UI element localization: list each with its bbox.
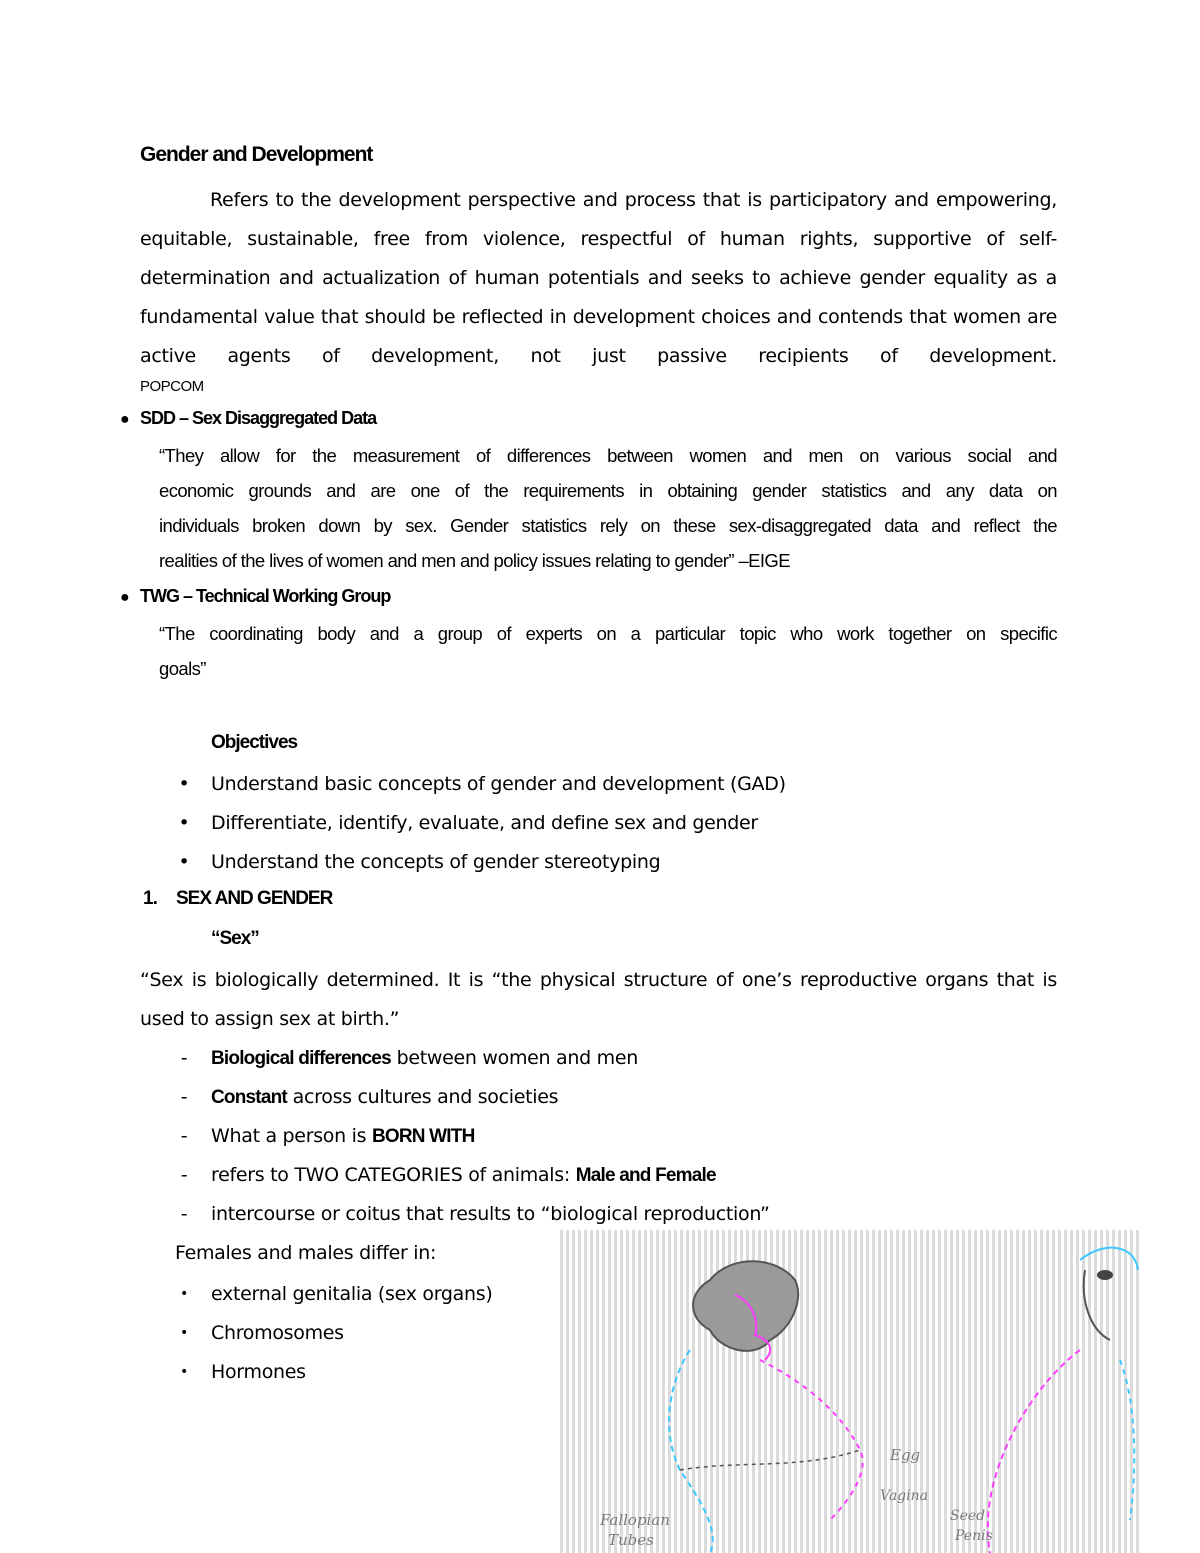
list-item-text: external genitalia (sex organs) — [211, 1283, 493, 1305]
striped-background — [560, 1230, 1140, 1553]
term-twg — [120, 586, 390, 607]
list-item — [180, 1319, 492, 1358]
list-item — [178, 809, 786, 848]
bullet-icon: • — [180, 1325, 188, 1341]
sex-definition — [140, 961, 1057, 1039]
section-title — [143, 888, 332, 910]
bullet-icon: • — [178, 851, 190, 873]
dash-icon: - — [180, 1086, 188, 1108]
section-subtitle: “Sex” — [211, 928, 259, 949]
dash-icon: - — [180, 1125, 188, 1147]
twg-definition — [159, 616, 1057, 686]
list-item — [180, 1083, 770, 1122]
emphasis: Male and Female — [575, 1165, 716, 1186]
term-twg-label: TWG – Technical Working Group — [140, 586, 391, 606]
list-item — [178, 770, 786, 809]
list-item-text: intercourse or coitus that results to “biological reproduction” — [211, 1203, 770, 1225]
list-item — [180, 1358, 492, 1397]
sdd-line: economic grounds and are one of the requirements in obtaining gender statistics and any data on — [159, 480, 1057, 501]
list-item-text: Chromosomes — [211, 1322, 344, 1344]
sdd-line: realities of the lives of women and men and policy issues relating to gender” –EIGE — [159, 550, 790, 571]
emphasis: Constant — [211, 1087, 287, 1108]
intro-line: of self-determination and actualization of human potentials and seeks to achieve gender — [140, 228, 1058, 289]
term-sdd-label: SDD – Sex Disaggregated Data — [140, 408, 377, 428]
sex-def-line: used to assign sex at birth.” — [140, 1008, 400, 1030]
sdd-line: “They allow for the measurement of differences between women and men on various social and — [159, 445, 1057, 466]
intro-paragraph — [140, 181, 1057, 376]
emphasis: BORN WITH — [371, 1126, 475, 1147]
list-item-text: Differentiate, identify, evaluate, and define sex and gender — [211, 812, 758, 834]
intro-line: equality as a fundamental value that should be reflected in development choices and contends — [140, 267, 1057, 328]
intro-source: POPCOM — [140, 378, 204, 395]
differ-intro: Females and males differ in: — [175, 1242, 437, 1264]
dash-icon: - — [180, 1203, 188, 1225]
sex-def-line: “Sex is biologically determined. It is “the physical structure of one’s reproductive organs that is — [140, 969, 1057, 991]
bullet-icon: • — [180, 1364, 188, 1380]
dash-icon: - — [180, 1164, 188, 1186]
list-item-text: between women and men — [390, 1047, 638, 1069]
section-title-text: SEX AND GENDER — [176, 888, 333, 909]
bullet-icon: ● — [120, 589, 129, 606]
list-item — [180, 1122, 770, 1161]
list-item-text: Hormones — [211, 1361, 306, 1383]
dash-icon: - — [180, 1047, 188, 1069]
twg-line: “The coordinating body and a group of experts on a particular topic who work together on specific — [159, 623, 1057, 644]
label-egg: Egg — [890, 1446, 921, 1464]
illustration-man-woman — [560, 1200, 1140, 1553]
label-penis: Penis — [955, 1528, 993, 1544]
sdd-definition — [159, 438, 1057, 578]
list-item-text: refers to TWO CATEGORIES of animals: — [211, 1164, 576, 1186]
list-item — [180, 1044, 770, 1083]
twg-line: goals” — [159, 658, 206, 679]
bullet-icon: ● — [120, 411, 129, 428]
list-item — [180, 1280, 493, 1319]
list-item-text: across cultures and societies — [286, 1086, 559, 1108]
list-item-text: Understand basic concepts of gender and development (GAD) — [211, 773, 786, 795]
term-sdd — [120, 408, 376, 429]
document-title: Gender and Development — [140, 143, 373, 166]
label-vagina: Vagina — [880, 1488, 928, 1504]
objectives-list — [178, 770, 786, 887]
bullet-icon: • — [178, 773, 190, 795]
intro-line: empowering, equitable, sustainable, free from violence, respectful of human rights, supportive — [140, 189, 1057, 250]
label-seed: Seed — [950, 1508, 986, 1524]
intro-line: that women are active agents of development, not just passive recipients of development. — [140, 306, 1057, 367]
list-item — [180, 1161, 770, 1200]
intro-line: Refers to the development perspective and process that is participatory and — [210, 189, 929, 211]
bullet-icon: • — [180, 1286, 188, 1302]
emphasis: Biological differences — [211, 1048, 391, 1069]
label-tubes: Tubes — [608, 1531, 654, 1549]
label-fallopian: Fallopian — [600, 1511, 670, 1529]
list-item — [178, 848, 786, 887]
objectives-heading: Objectives — [211, 732, 298, 753]
differ-list — [180, 1280, 493, 1397]
bullet-icon: • — [178, 812, 190, 834]
section-number: 1. — [143, 888, 157, 909]
list-item-text: Understand the concepts of gender stereotyping — [211, 851, 661, 873]
sdd-line: individuals broken down by sex. Gender statistics rely on these sex-disaggregated data and reflect the — [159, 515, 1057, 536]
list-item-text: What a person is — [211, 1125, 372, 1147]
